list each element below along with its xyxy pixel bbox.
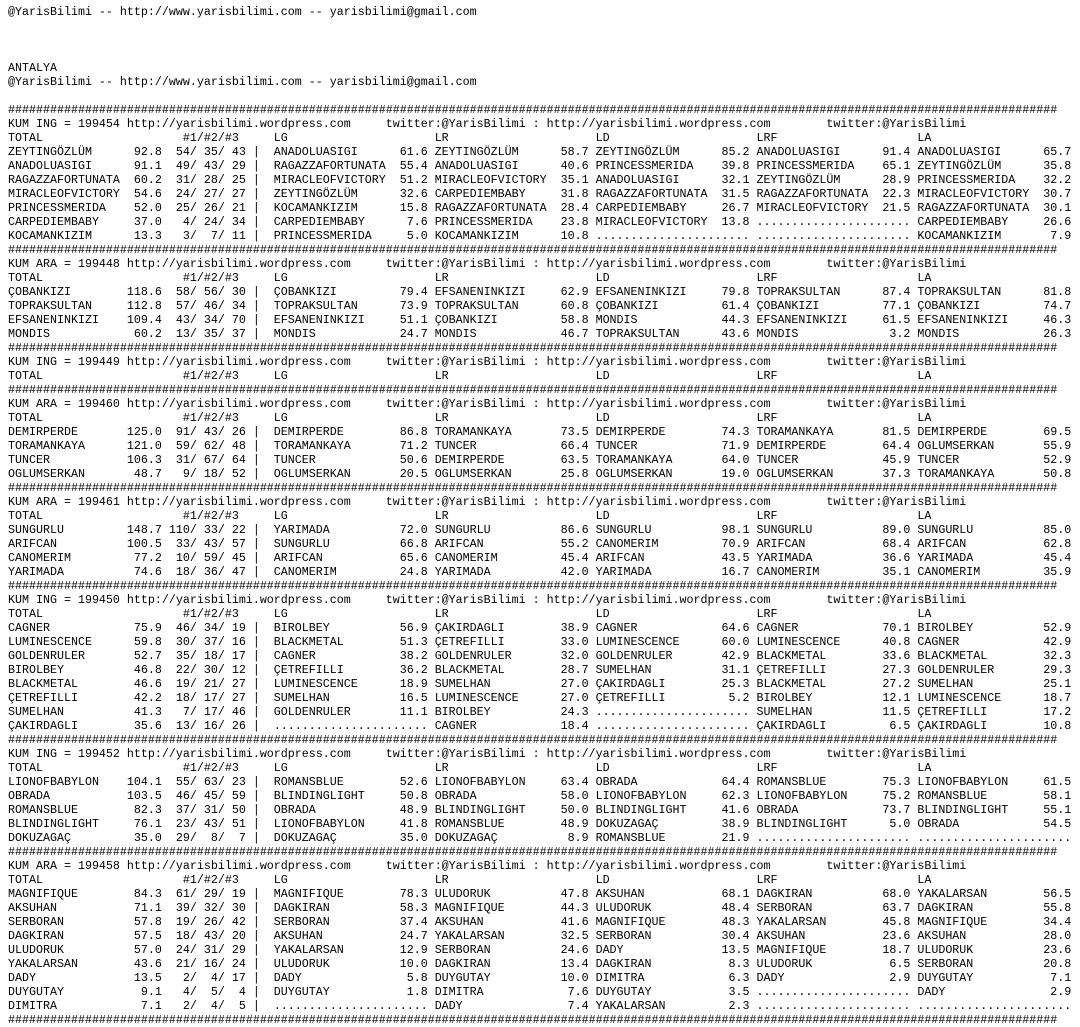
result-row: SUMELHAN 41.3 7/ 17/ 46 | GOLDENRULER 11.1 BIROLBEY 24.3 ...................... SUMELHAN 11.5 ÇETREFILLI 17.2 bbox=[8, 705, 1072, 719]
separator: ###################################################################################################################################################### bbox=[8, 733, 1058, 747]
result-row: PRINCESSMERIDA 52.0 25/ 26/ 21 | KOCAMANKIZIM 15.8 RAGAZZAFORTUNATA 28.4 CARPEDIEMBABY 26.7 MIRACLEOFVICTORY 21.5 RAGAZZAFORTUNATA 30.1 bbox=[8, 201, 1072, 215]
result-row: YARIMADA 74.6 18/ 36/ 47 | CANOMERIM 24.8 YARIMADA 42.0 YARIMADA 16.7 CANOMERIM 35.1 CANOMERIM 35.9 bbox=[8, 565, 1072, 579]
result-row: ZEYTINGÖZLÜM 92.8 54/ 35/ 43 | ANADOLUASIGI 61.6 ZEYTINGÖZLÜM 58.7 ZEYTINGÖZLÜM 85.2 ANADOLUASIGI 91.4 ANADOLUASIGI 65.7 bbox=[8, 145, 1072, 159]
blank-line bbox=[8, 47, 1071, 61]
result-row: BIROLBEY 46.8 22/ 30/ 12 | ÇETREFILLI 36.2 BLACKMETAL 28.7 SUMELHAN 31.1 ÇETREFILLI 27.3 GOLDENRULER 29.3 bbox=[8, 663, 1072, 677]
city-title: ANTALYA bbox=[8, 61, 57, 75]
result-row: RAGAZZAFORTUNATA 60.2 31/ 28/ 25 | MIRACLEOFVICTORY 51.2 MIRACLEOFVICTORY 35.1 ANADOLUASIGI 32.1 ZEYTINGÖZLÜM 28.9 PRINCESSMERIDA 32.2 bbox=[8, 173, 1072, 187]
blank-line bbox=[8, 33, 1071, 47]
result-row: DIMITRA 7.1 2/ 4/ 5 | ...................... DADY 7.4 YAKALARSAN 2.3 ...................... ...................... bbox=[8, 999, 1072, 1013]
result-row: DUYGUTAY 9.1 4/ 5/ 4 | DUYGUTAY 1.8 DIMITRA 7.6 DUYGUTAY 3.5 ...................... DADY 2.9 bbox=[8, 985, 1072, 999]
race-header: KUM ARA = 199460 http://yarisbilimi.wordpress.com twitter:@YarisBilimi : http://yarisbilimi.wordpress.com twitter:@YarisBilimi bbox=[8, 397, 967, 411]
result-row: ÇAKIRDAGLI 35.6 13/ 16/ 26 | ...................... CAGNER 18.4 ...................... ÇAKIRDAGLI 6.5 ÇAKIRDAGLI 10.8 bbox=[8, 719, 1072, 733]
result-row: ARIFCAN 100.5 33/ 43/ 57 | SUNGURLU 66.8 ARIFCAN 55.2 CANOMERIM 70.9 ARIFCAN 68.4 ARIFCAN 62.8 bbox=[8, 537, 1072, 551]
result-row: TORAMANKAYA 121.0 59/ 62/ 48 | TORAMANKAYA 71.2 TUNCER 66.4 TUNCER 71.9 DEMIRPERDE 64.4 OGLUMSERKAN 55.9 bbox=[8, 439, 1072, 453]
blank-line bbox=[8, 19, 1071, 33]
result-row: ULUDORUK 57.0 24/ 31/ 29 | YAKALARSAN 12.9 SERBORAN 24.6 DADY 13.5 MAGNIFIQUE 18.7 ULUDORUK 23.6 bbox=[8, 943, 1072, 957]
result-row: ÇETREFILLI 42.2 18/ 17/ 27 | SUMELHAN 16.5 LUMINESCENCE 27.0 ÇETREFILLI 5.2 BIROLBEY 12.1 LUMINESCENCE 18.7 bbox=[8, 691, 1072, 705]
column-headers: TOTAL #1/#2/#3 LG LR LD LRF LA bbox=[8, 131, 932, 145]
result-row: BLACKMETAL 46.6 19/ 21/ 27 | LUMINESCENCE 18.9 SUMELHAN 27.0 ÇAKIRDAGLI 25.3 BLACKMETAL 27.2 SUMELHAN 25.1 bbox=[8, 677, 1072, 691]
column-headers: TOTAL #1/#2/#3 LG LR LD LRF LA bbox=[8, 873, 932, 887]
result-row: CANOMERIM 77.2 10/ 59/ 45 | ARIFCAN 65.6 CANOMERIM 45.4 ARIFCAN 43.5 YARIMADA 36.6 YARIMADA 45.4 bbox=[8, 551, 1072, 565]
contact-line: @YarisBilimi -- http://www.yarisbilimi.com -- yarisbilimi@gmail.com bbox=[8, 5, 477, 19]
result-row: OGLUMSERKAN 48.7 9/ 18/ 52 | OGLUMSERKAN 20.5 OGLUMSERKAN 25.8 OGLUMSERKAN 19.0 OGLUMSERKAN 37.3 TORAMANKAYA 50.8 bbox=[8, 467, 1072, 481]
result-row: YAKALARSAN 43.6 21/ 16/ 24 | ULUDORUK 10.0 DAGKIRAN 13.4 DAGKIRAN 8.3 ULUDORUK 6.5 SERBORAN 20.8 bbox=[8, 957, 1072, 971]
result-row: TOPRAKSULTAN 112.8 57/ 46/ 34 | TOPRAKSULTAN 73.9 TOPRAKSULTAN 60.8 ÇOBANKIZI 61.4 ÇOBANKIZI 77.1 ÇOBANKIZI 74.7 bbox=[8, 299, 1072, 313]
result-row: SUNGURLU 148.7 110/ 33/ 22 | YARIMADA 72.0 SUNGURLU 86.6 SUNGURLU 98.1 SUNGURLU 89.0 SUNGURLU 85.0 bbox=[8, 523, 1072, 537]
separator: ###################################################################################################################################################### bbox=[8, 579, 1058, 593]
result-row: MAGNIFIQUE 84.3 61/ 29/ 19 | MAGNIFIQUE 78.3 ULUDORUK 47.8 AKSUHAN 68.1 DAGKIRAN 68.0 YAKALARSAN 56.5 bbox=[8, 887, 1072, 901]
result-row: LIONOFBABYLON 104.1 55/ 63/ 23 | ROMANSBLUE 52.6 LIONOFBABYLON 63.4 OBRADA 64.4 ROMANSBLUE 75.3 LIONOFBABYLON 61.5 bbox=[8, 775, 1072, 789]
result-row: MIRACLEOFVICTORY 54.6 24/ 27/ 27 | ZEYTINGÖZLÜM 32.6 CARPEDIEMBABY 31.8 RAGAZZAFORTUNATA 31.5 RAGAZZAFORTUNATA 22.3 MIRACLEOFVICTORY 30.7 bbox=[8, 187, 1072, 201]
result-row: DEMIRPERDE 125.0 91/ 43/ 26 | DEMIRPERDE 86.8 TORAMANKAYA 73.5 DEMIRPERDE 74.3 TORAMANKAYA 81.5 DEMIRPERDE 69.5 bbox=[8, 425, 1072, 439]
column-headers: TOTAL #1/#2/#3 LG LR LD LRF LA bbox=[8, 509, 932, 523]
result-row: CARPEDIEMBABY 37.0 4/ 24/ 34 | CARPEDIEMBABY 7.6 PRINCESSMERIDA 23.8 MIRACLEOFVICTORY 13.8 ...................... CARPEDIEMBABY 26.6 bbox=[8, 215, 1072, 229]
race-header: KUM ARA = 199458 http://yarisbilimi.wordpress.com twitter:@YarisBilimi : http://yarisbilimi.wordpress.com twitter:@YarisBilimi bbox=[8, 859, 967, 873]
result-row: TUNCER 106.3 31/ 67/ 64 | TUNCER 50.6 DEMIRPERDE 63.5 TORAMANKAYA 64.0 TUNCER 45.9 TUNCER 52.9 bbox=[8, 453, 1072, 467]
race-results-document bbox=[8, 5, 1071, 1027]
result-row: DADY 13.5 2/ 4/ 17 | DADY 5.8 DUYGUTAY 10.0 DIMITRA 6.3 DADY 2.9 DUYGUTAY 7.1 bbox=[8, 971, 1072, 985]
result-row: BLINDINGLIGHT 76.1 23/ 43/ 51 | LIONOFBABYLON 41.8 ROMANSBLUE 48.9 DOKUZAGAÇ 38.9 BLINDINGLIGHT 5.0 OBRADA 54.5 bbox=[8, 817, 1072, 831]
separator: ###################################################################################################################################################### bbox=[8, 341, 1058, 355]
race-header: KUM ING = 199449 http://yarisbilimi.wordpress.com twitter:@YarisBilimi : http://yarisbilimi.wordpress.com twitter:@YarisBilimi bbox=[8, 355, 967, 369]
result-row: GOLDENRULER 52.7 35/ 18/ 17 | CAGNER 38.2 GOLDENRULER 32.0 GOLDENRULER 42.9 BLACKMETAL 33.6 BLACKMETAL 32.3 bbox=[8, 649, 1072, 663]
separator: ###################################################################################################################################################### bbox=[8, 845, 1058, 859]
result-row: MONDIS 60.2 13/ 35/ 37 | MONDIS 24.7 MONDIS 46.7 TOPRAKSULTAN 43.6 MONDIS 3.2 MONDIS 26.3 bbox=[8, 327, 1072, 341]
separator: ###################################################################################################################################################### bbox=[8, 383, 1058, 397]
race-header: KUM ING = 199452 http://yarisbilimi.wordpress.com twitter:@YarisBilimi : http://yarisbilimi.wordpress.com twitter:@YarisBilimi bbox=[8, 747, 967, 761]
separator: ###################################################################################################################################################### bbox=[8, 1013, 1058, 1027]
result-row: CAGNER 75.9 46/ 34/ 19 | BIROLBEY 56.9 ÇAKIRDAGLI 38.9 CAGNER 64.6 CAGNER 70.1 BIROLBEY 52.9 bbox=[8, 621, 1072, 635]
result-row: DOKUZAGAÇ 35.0 29/ 8/ 7 | DOKUZAGAÇ 35.0 DOKUZAGAÇ 8.9 ROMANSBLUE 21.9 ...................... ...................... bbox=[8, 831, 1072, 845]
blank-line bbox=[8, 89, 1071, 103]
separator: ###################################################################################################################################################### bbox=[8, 481, 1058, 495]
result-row: EFSANENINKIZI 109.4 43/ 34/ 70 | EFSANENINKIZI 51.1 ÇOBANKIZI 58.8 MONDIS 44.3 EFSANENINKIZI 61.5 EFSANENINKIZI 46.3 bbox=[8, 313, 1072, 327]
column-headers: TOTAL #1/#2/#3 LG LR LD LRF LA bbox=[8, 369, 932, 383]
column-headers: TOTAL #1/#2/#3 LG LR LD LRF LA bbox=[8, 271, 932, 285]
race-header: KUM ING = 199450 http://yarisbilimi.wordpress.com twitter:@YarisBilimi : http://yarisbilimi.wordpress.com twitter:@YarisBilimi bbox=[8, 593, 967, 607]
result-row: KOCAMANKIZIM 13.3 3/ 7/ 11 | PRINCESSMERIDA 5.0 KOCAMANKIZIM 10.8 ...................... ...................... KOCAMANKIZIM 7.9 bbox=[8, 229, 1072, 243]
result-row: ROMANSBLUE 82.3 37/ 31/ 50 | OBRADA 48.9 BLINDINGLIGHT 50.0 BLINDINGLIGHT 41.6 OBRADA 73.7 BLINDINGLIGHT 55.1 bbox=[8, 803, 1072, 817]
result-row: OBRADA 103.5 46/ 45/ 59 | BLINDINGLIGHT 50.8 OBRADA 58.0 LIONOFBABYLON 62.3 LIONOFBABYLON 75.2 ROMANSBLUE 58.1 bbox=[8, 789, 1072, 803]
race-header: KUM ARA = 199461 http://yarisbilimi.wordpress.com twitter:@YarisBilimi : http://yarisbilimi.wordpress.com twitter:@YarisBilimi bbox=[8, 495, 967, 509]
contact-line: @YarisBilimi -- http://www.yarisbilimi.com -- yarisbilimi@gmail.com bbox=[8, 75, 477, 89]
column-headers: TOTAL #1/#2/#3 LG LR LD LRF LA bbox=[8, 607, 932, 621]
race-header: KUM ING = 199454 http://yarisbilimi.wordpress.com twitter:@YarisBilimi : http://yarisbilimi.wordpress.com twitter:@YarisBilimi bbox=[8, 117, 967, 131]
result-row: SERBORAN 57.8 19/ 26/ 42 | SERBORAN 37.4 AKSUHAN 41.6 MAGNIFIQUE 48.3 YAKALARSAN 45.8 MAGNIFIQUE 34.4 bbox=[8, 915, 1072, 929]
race-header: KUM ARA = 199448 http://yarisbilimi.wordpress.com twitter:@YarisBilimi : http://yarisbilimi.wordpress.com twitter:@YarisBilimi bbox=[8, 257, 967, 271]
separator: ###################################################################################################################################################### bbox=[8, 103, 1058, 117]
column-headers: TOTAL #1/#2/#3 LG LR LD LRF LA bbox=[8, 761, 932, 775]
result-row: ÇOBANKIZI 118.6 58/ 56/ 30 | ÇOBANKIZI 79.4 EFSANENINKIZI 62.9 EFSANENINKIZI 79.8 TOPRAKSULTAN 87.4 TOPRAKSULTAN 81.8 bbox=[8, 285, 1072, 299]
column-headers: TOTAL #1/#2/#3 LG LR LD LRF LA bbox=[8, 411, 932, 425]
result-row: LUMINESCENCE 59.8 30/ 37/ 16 | BLACKMETAL 51.3 ÇETREFILLI 33.0 LUMINESCENCE 60.0 LUMINESCENCE 40.8 CAGNER 42.9 bbox=[8, 635, 1072, 649]
race-sections bbox=[8, 103, 1071, 1027]
separator: ###################################################################################################################################################### bbox=[8, 243, 1058, 257]
result-row: AKSUHAN 71.1 39/ 32/ 30 | DAGKIRAN 58.3 MAGNIFIQUE 44.3 ULUDORUK 48.4 SERBORAN 63.7 DAGKIRAN 55.8 bbox=[8, 901, 1072, 915]
result-row: ANADOLUASIGI 91.1 49/ 43/ 29 | RAGAZZAFORTUNATA 55.4 ANADOLUASIGI 40.6 PRINCESSMERIDA 39.8 PRINCESSMERIDA 65.1 ZEYTINGÖZLÜM 35.8 bbox=[8, 159, 1072, 173]
result-row: DAGKIRAN 57.5 18/ 43/ 20 | AKSUHAN 24.7 YAKALARSAN 32.5 SERBORAN 30.4 AKSUHAN 23.6 AKSUHAN 28.0 bbox=[8, 929, 1072, 943]
